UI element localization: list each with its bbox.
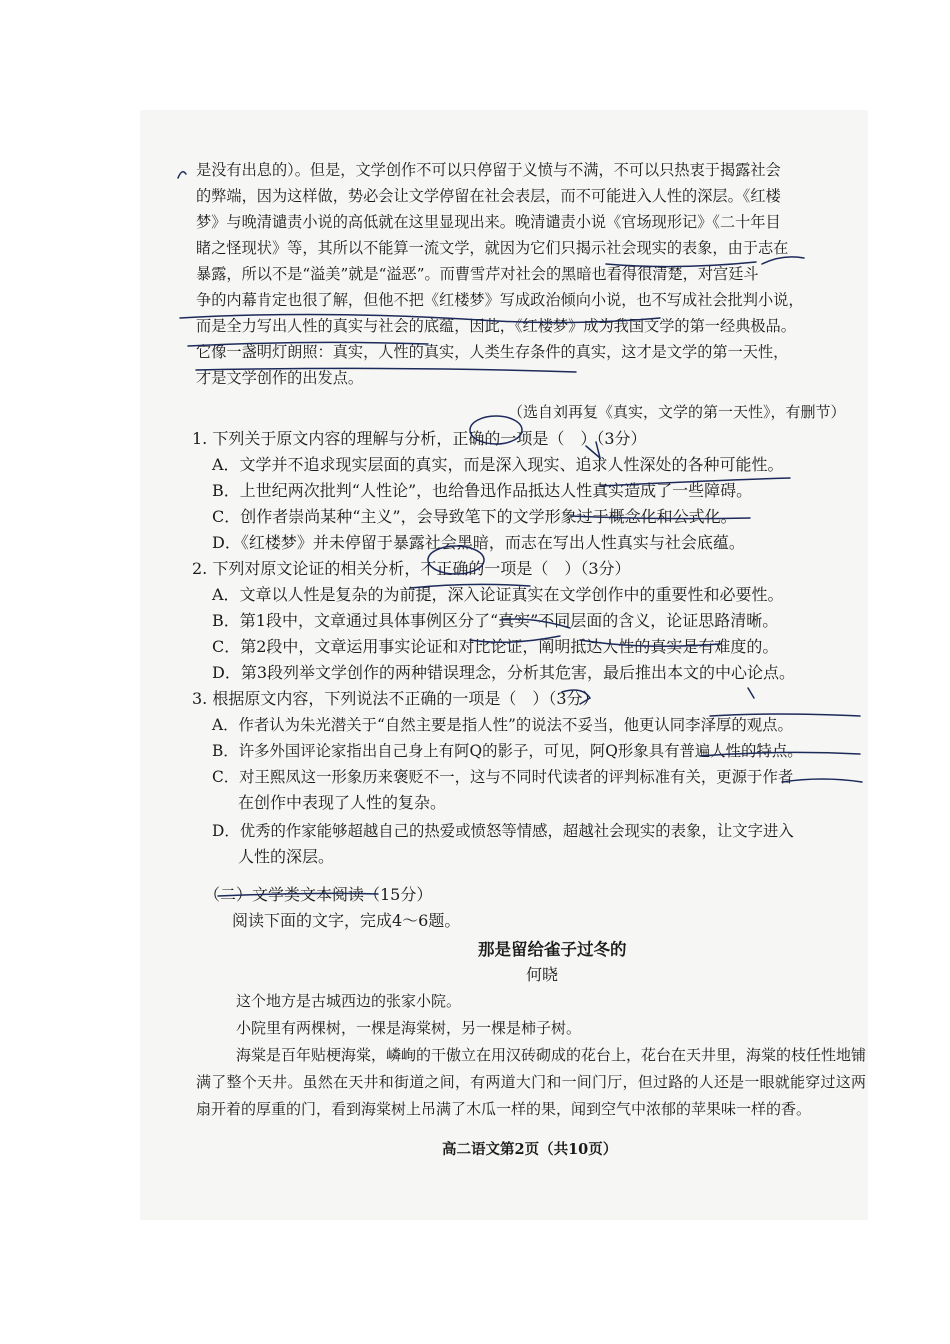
question-2-option-d: D．第3段列举文学创作的两种错误理念，分析其危害，最后推出本文的中心论点。 (212, 663, 796, 682)
question-3-option-d: D．优秀的作家能够超越自己的热爱或愤怒等情感，超越社会现实的表象，让文字进入 (212, 822, 794, 840)
passage-line: 争的内幕肯定也很了解，但他不把《红楼梦》写成政治倾向小说，也不写成社会批判小说， (196, 291, 804, 309)
question-3-option-b: B．许多外国评论家指出自己身上有阿Q的影子，可见，阿Q形象具有普遍人性的特点。 (212, 742, 803, 760)
story-title: 那是留给雀子过冬的 (478, 940, 627, 959)
passage-line: 而是全力写出人性的真实与社会的底蕴，因此，《红楼梦》成为我国文学的第一经典极品。 (196, 317, 796, 335)
question-3-stem: 3. 根据原文内容，下列说法不正确的一项是（ ）（3分） (192, 689, 599, 708)
question-3-option-c-continued: 在创作中表现了人性的复杂。 (238, 793, 447, 812)
passage-line: 是没有出息的）。但是，文学创作不可以只停留于义愤与不满，不可以只热衷于揭露社会 (196, 161, 781, 179)
question-1-stem: 1. 下列关于原文内容的理解与分析，正确的一项是（ ）（3分） (192, 429, 647, 448)
passage-line: 才是文学创作的出发点。 (196, 369, 364, 387)
passage-source: （选自刘再复《真实，文学的第一天性》，有删节） (508, 403, 846, 421)
section-heading: （二）文学类文本阅读（15分） (204, 885, 433, 904)
passage-line: 睹之怪现状》等，其所以不能算一流文学，就因为它们只揭示社会现实的表象，由于志在 (196, 239, 789, 257)
question-2-option-a: A．文章以人性是复杂的为前提，深入论证真实在文学创作中的重要性和必要性。 (212, 585, 784, 604)
question-2-option-c: C．第2段中，文章运用事实论证和对比论证，阐明抵达人性的真实是有难度的。 (212, 637, 779, 656)
question-2-option-b: B．第1段中，文章通过具体事例区分了“真实”不同层面的含义，论证思路清晰。 (212, 611, 779, 630)
story-author: 何晓 (526, 965, 559, 984)
question-1-option-d: D．《红楼梦》并未停留于暴露社会黑暗，而志在写出人性真实与社会底蕴。 (212, 533, 745, 552)
question-2-stem: 2. 下列对原文论证的相关分析，不正确的一项是（ ）（3分） (192, 559, 631, 578)
passage-line: 它像一盏明灯朗照：真实，人性的真实，人类生存条件的真实，这才是文学的第一天性， (196, 343, 789, 361)
story-paragraph: 海棠是百年贴梗海棠，嶙峋的干傲立在用汉砖砌成的花台上，花台在天井里，海棠的枝任性地铺满了整个天井。虽然在天井和街道之间，有两道大门和一间门厅，但过路的人还是一眼就能穿过这两扇开着的厚重的门，看到海棠树上吊满了木瓜一样的果，闻到空气中浓郁的苹果味一样的香。 (196, 1046, 867, 1118)
question-1-option-b: B．上世纪两次批判“人性论”，也给鲁迅作品抵达人性真实造成了一些障碍。 (212, 481, 753, 500)
question-1-option-a: A．文学并不追求现实层面的真实，而是深入现实、追求人性深处的各种可能性。 (212, 455, 784, 474)
question-3-option-d-continued: 人性的深层。 (238, 847, 335, 866)
question-1-option-c: C．创作者崇尚某种“主义”，会导致笔下的文学形象过于概念化和公式化。 (212, 507, 737, 526)
question-3-option-a: A．作者认为朱光潜关于“自然主要是指人性”的说法不妥当，他更认同李泽厚的观点。 (212, 716, 793, 734)
section-instruction: 阅读下面的文字，完成4～6题。 (232, 911, 461, 930)
page-footer: 高二语文第2页（共10页） (442, 1141, 618, 1158)
passage-line: 梦》与晚清谴责小说的高低就在这里显现出来。晚清谴责小说《官场现形记》《二十年目 (196, 213, 781, 231)
passage-line: 暴露，所以不是“溢美”就是“溢恶”。而曹雪芹对社会的黑暗也看得很清楚，对宫廷斗 (196, 265, 759, 283)
story-paragraph: 这个地方是古城西边的张家小院。 (236, 992, 462, 1010)
passage-line: 的弊端，因为这样做，势必会让文学停留在社会表层，而不可能进入人性的深层。《红楼 (196, 187, 781, 205)
question-3-option-c: C．对王熙凤这一形象历来褒贬不一，这与不同时代读者的评判标准有关，更源于作者 (212, 768, 794, 786)
story-paragraph: 小院里有两棵树，一棵是海棠树，另一棵是柿子树。 (236, 1019, 582, 1037)
